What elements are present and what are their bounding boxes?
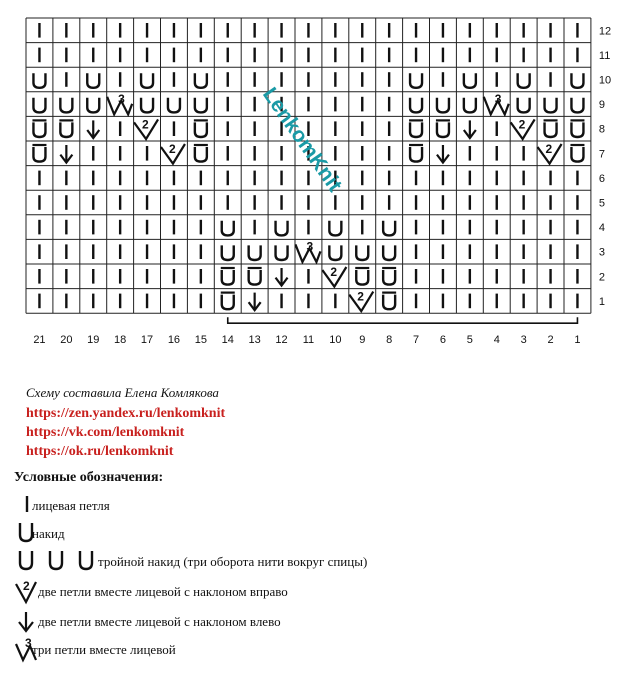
yarn-over-mark <box>437 98 449 113</box>
yarn-over-mark <box>222 295 234 310</box>
column-label: 1 <box>574 334 581 347</box>
column-label: 15 <box>194 334 207 347</box>
yarn-over-mark <box>329 245 341 260</box>
yarn-over-mark <box>60 98 72 113</box>
legend-item-k3tog <box>14 634 634 662</box>
column-label: 19 <box>87 334 100 347</box>
k2tog-badge-mark: 2 <box>357 289 364 304</box>
k3tog-badge-mark: 3 <box>118 91 125 106</box>
k3tog-badge-mark: 3 <box>306 239 314 254</box>
column-label: 8 <box>386 334 393 347</box>
yarn-over-mark <box>249 245 261 260</box>
yarn-over-mark <box>33 73 45 88</box>
row-label: 3 <box>598 246 606 259</box>
column-label: 4 <box>493 334 500 347</box>
row-label: 5 <box>598 197 606 210</box>
yarn-over-mark <box>195 73 207 88</box>
legend-label-triple-yarn-over: тройной накид (три оборота нити вокруг спицы) <box>98 554 368 569</box>
column-label: 21 <box>33 334 46 347</box>
link-zen[interactable]: https://zen.yandex.ru/lenkomknit <box>26 406 226 421</box>
yarn-over-mark <box>545 122 557 137</box>
link-ok[interactable]: https://ok.ru/lenkomknit <box>26 444 174 459</box>
k3tog-badge-mark: 3 <box>494 91 502 106</box>
yarn-over-mark <box>464 98 476 113</box>
row-label: 6 <box>598 172 606 185</box>
legend-item-knit <box>14 490 634 518</box>
yarn-over-mark <box>571 147 583 162</box>
yarn-over-mark <box>383 270 395 285</box>
legend-title: Условные обозначения: <box>14 470 164 485</box>
column-label: 17 <box>140 334 154 347</box>
yarn-over-mark <box>87 98 99 113</box>
yarn-over-mark <box>222 245 234 260</box>
row-label: 4 <box>598 222 606 235</box>
legend-label-k3tog: три петли вместе лицевой <box>32 642 176 657</box>
legend-item-k2tog-right <box>14 576 634 604</box>
row-label: 2 <box>598 271 606 284</box>
yarn-over-mark <box>383 245 395 260</box>
column-label: 14 <box>221 334 234 347</box>
row-label: 9 <box>598 99 606 112</box>
legend-label-yarn-over: накид <box>32 526 65 541</box>
yarn-over-mark <box>545 98 557 113</box>
k2tog-badge-mark: 2 <box>168 142 176 156</box>
column-label: 12 <box>275 334 288 347</box>
k3tog-badge: 3 <box>25 636 32 650</box>
yarn-over-mark <box>276 245 288 260</box>
row-label: 8 <box>598 123 606 136</box>
yarn-over-mark <box>329 221 341 236</box>
yarn-over-mark <box>464 73 476 88</box>
legend <box>0 470 641 690</box>
yarn-over-mark <box>222 221 234 236</box>
yarn-over-mark <box>571 122 583 137</box>
yarn-over-mark <box>383 295 395 310</box>
row-label: 11 <box>598 49 611 62</box>
column-label: 7 <box>412 334 420 347</box>
yarn-over-mark <box>356 245 368 260</box>
yarn-over-mark <box>518 73 530 88</box>
legend-item-triple-yarn-over <box>14 546 634 574</box>
column-label: 9 <box>359 334 366 347</box>
yarn-over-mark <box>410 147 422 162</box>
k2tog-badge-mark: 2 <box>330 265 338 279</box>
yarn-over-mark <box>195 147 207 162</box>
row-label: 10 <box>598 74 612 87</box>
k2tog-right-badge: 2 <box>23 579 30 593</box>
yarn-over-mark <box>33 98 45 113</box>
column-label: 13 <box>248 334 261 347</box>
column-label: 5 <box>466 334 473 347</box>
k2tog-badge-mark: 2 <box>545 142 553 156</box>
yarn-over-mark <box>437 122 449 137</box>
yarn-over-mark <box>195 122 207 137</box>
yarn-over-mark <box>60 122 72 137</box>
column-label: 18 <box>114 334 127 347</box>
yarn-over-mark <box>356 270 368 285</box>
yarn-over-mark <box>33 122 45 137</box>
yarn-over-mark <box>141 73 153 88</box>
yarn-over-mark <box>33 147 45 162</box>
yarn-over-mark <box>195 98 207 113</box>
yarn-over-mark <box>410 73 422 88</box>
triple-yarn-over-icon <box>14 546 104 576</box>
column-label: 10 <box>329 334 342 347</box>
k2tog-badge-mark: 2 <box>142 117 149 132</box>
k2tog-badge-mark: 2 <box>518 117 526 132</box>
column-label: 3 <box>520 334 527 347</box>
yarn-over-mark <box>168 98 180 113</box>
legend-item-yarn-over <box>14 518 634 546</box>
yarn-over-mark <box>141 98 153 113</box>
yarn-over-mark <box>222 270 234 285</box>
legend-label-k2tog-right: две петли вместе лицевой с наклоном вправо <box>38 584 288 599</box>
watermark-text: LenkomKnit <box>258 83 347 197</box>
yarn-over-mark <box>249 270 261 285</box>
column-label: 11 <box>302 334 315 347</box>
yarn-over-mark <box>410 98 422 113</box>
legend-item-k2tog-left <box>14 606 634 634</box>
row-label: 1 <box>598 295 606 308</box>
column-label: 20 <box>60 334 73 347</box>
author-credit: Схему составила Елена Комлякова <box>26 385 219 400</box>
column-label: 6 <box>439 334 447 347</box>
yarn-over-mark <box>518 98 530 113</box>
yarn-over-mark <box>383 221 395 236</box>
yarn-over-mark <box>410 122 422 137</box>
row-label: 7 <box>598 148 606 161</box>
legend-label-knit: лицевая петля <box>32 498 110 513</box>
column-label: 2 <box>547 334 554 347</box>
yarn-over-mark <box>571 73 583 88</box>
column-label: 16 <box>167 334 181 347</box>
credits <box>26 385 626 461</box>
repeat-bracket <box>228 317 578 323</box>
yarn-over-mark <box>571 98 583 113</box>
yarn-over-mark <box>276 221 288 236</box>
row-label: 12 <box>598 25 612 38</box>
yarn-over-mark <box>87 73 99 88</box>
legend-label-k2tog-left: две петли вместе лицевой с наклоном влево <box>38 614 281 629</box>
link-vk[interactable]: https://vk.com/lenkomknit <box>26 425 185 440</box>
